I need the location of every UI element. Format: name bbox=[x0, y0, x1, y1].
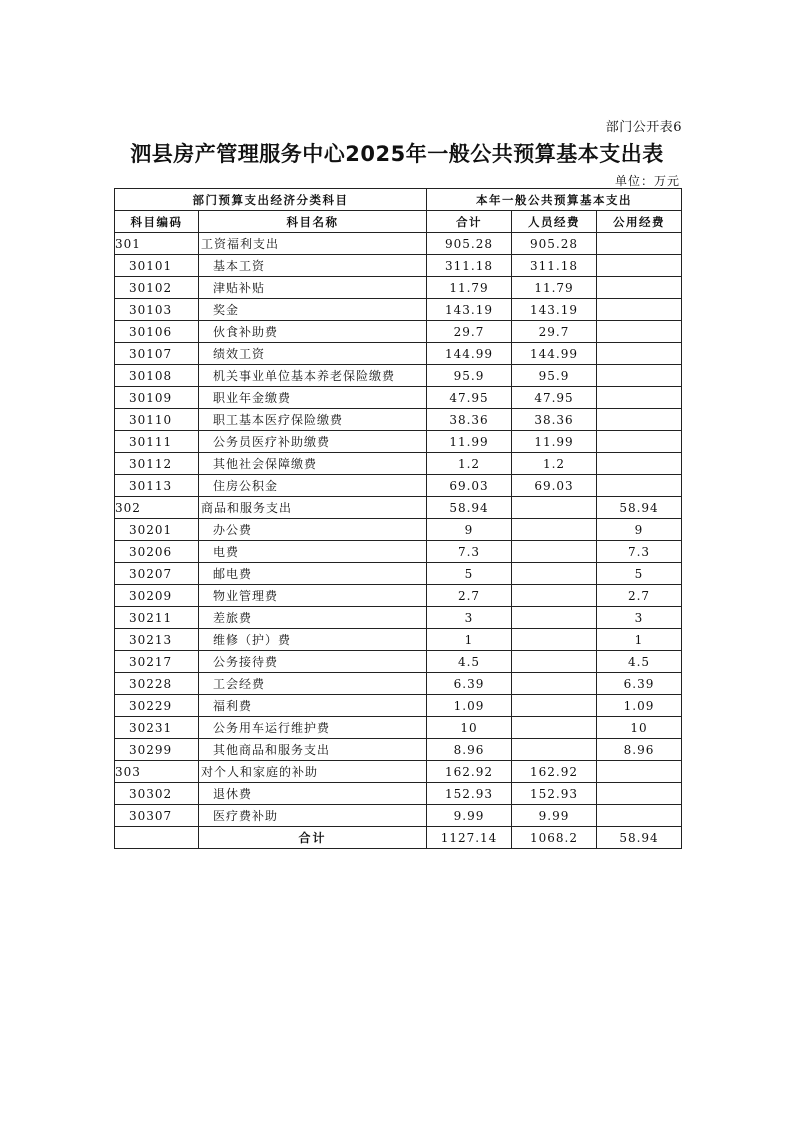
row-total: 11.79 bbox=[427, 277, 512, 299]
row-personnel: 38.36 bbox=[512, 409, 597, 431]
row-personnel bbox=[512, 519, 597, 541]
table-body bbox=[115, 233, 682, 827]
row-personnel: 9.99 bbox=[512, 805, 597, 827]
row-total: 47.95 bbox=[427, 387, 512, 409]
row-code: 30307 bbox=[115, 805, 199, 827]
table-row bbox=[115, 805, 682, 827]
row-public: 5 bbox=[597, 563, 682, 585]
total-code-cell bbox=[115, 827, 199, 849]
row-personnel bbox=[512, 629, 597, 651]
row-total: 143.19 bbox=[427, 299, 512, 321]
row-total: 29.7 bbox=[427, 321, 512, 343]
row-public bbox=[597, 343, 682, 365]
row-total: 5 bbox=[427, 563, 512, 585]
row-total: 9.99 bbox=[427, 805, 512, 827]
table-row bbox=[115, 695, 682, 717]
row-name: 公务接待费 bbox=[199, 651, 427, 673]
row-code: 30201 bbox=[115, 519, 199, 541]
row-total: 4.5 bbox=[427, 651, 512, 673]
row-code: 30107 bbox=[115, 343, 199, 365]
row-public bbox=[597, 299, 682, 321]
row-code: 30102 bbox=[115, 277, 199, 299]
table-row bbox=[115, 475, 682, 497]
row-name: 职工基本医疗保险缴费 bbox=[199, 409, 427, 431]
row-total: 7.3 bbox=[427, 541, 512, 563]
row-code: 30112 bbox=[115, 453, 199, 475]
row-personnel bbox=[512, 673, 597, 695]
row-total: 9 bbox=[427, 519, 512, 541]
row-name: 基本工资 bbox=[199, 255, 427, 277]
header-economic-classification: 部门预算支出经济分类科目 bbox=[115, 189, 427, 211]
row-total: 11.99 bbox=[427, 431, 512, 453]
row-public bbox=[597, 321, 682, 343]
row-public bbox=[597, 805, 682, 827]
row-code: 30110 bbox=[115, 409, 199, 431]
row-name: 其他社会保障缴费 bbox=[199, 453, 427, 475]
row-personnel: 1.2 bbox=[512, 453, 597, 475]
row-name: 商品和服务支出 bbox=[199, 497, 427, 519]
row-total: 95.9 bbox=[427, 365, 512, 387]
total-public: 58.94 bbox=[597, 827, 682, 849]
unit-label: 单位：万元 bbox=[614, 174, 680, 188]
table-row bbox=[115, 409, 682, 431]
header-total: 合计 bbox=[427, 211, 512, 233]
table-row bbox=[115, 563, 682, 585]
row-name: 电费 bbox=[199, 541, 427, 563]
table-row bbox=[115, 541, 682, 563]
row-personnel bbox=[512, 607, 597, 629]
row-public: 8.96 bbox=[597, 739, 682, 761]
page-title: 泗县房产管理服务中心2025年一般公共预算基本支出表 bbox=[130, 142, 664, 166]
table-row bbox=[115, 497, 682, 519]
row-name: 伙食补助费 bbox=[199, 321, 427, 343]
row-code: 30109 bbox=[115, 387, 199, 409]
row-public bbox=[597, 475, 682, 497]
row-code: 30299 bbox=[115, 739, 199, 761]
table-row bbox=[115, 343, 682, 365]
row-public bbox=[597, 387, 682, 409]
row-personnel: 11.99 bbox=[512, 431, 597, 453]
row-public bbox=[597, 431, 682, 453]
table-row bbox=[115, 387, 682, 409]
row-personnel bbox=[512, 585, 597, 607]
row-public: 7.3 bbox=[597, 541, 682, 563]
row-code: 30302 bbox=[115, 783, 199, 805]
row-personnel: 29.7 bbox=[512, 321, 597, 343]
row-public bbox=[597, 255, 682, 277]
row-code: 30113 bbox=[115, 475, 199, 497]
table-row bbox=[115, 365, 682, 387]
row-name: 差旅费 bbox=[199, 607, 427, 629]
grand-total-row bbox=[115, 827, 682, 849]
row-total: 311.18 bbox=[427, 255, 512, 277]
row-public: 9 bbox=[597, 519, 682, 541]
row-total: 1.2 bbox=[427, 453, 512, 475]
row-total: 3 bbox=[427, 607, 512, 629]
row-public: 4.5 bbox=[597, 651, 682, 673]
row-public bbox=[597, 409, 682, 431]
row-total: 6.39 bbox=[427, 673, 512, 695]
table-row bbox=[115, 277, 682, 299]
row-total: 905.28 bbox=[427, 233, 512, 255]
total-label: 合计 bbox=[199, 827, 427, 849]
row-personnel bbox=[512, 739, 597, 761]
row-public bbox=[597, 453, 682, 475]
row-personnel: 69.03 bbox=[512, 475, 597, 497]
header-basic-expenditure: 本年一般公共预算基本支出 bbox=[427, 189, 682, 211]
row-name: 福利费 bbox=[199, 695, 427, 717]
row-name: 机关事业单位基本养老保险缴费 bbox=[199, 365, 427, 387]
row-code: 301 bbox=[115, 233, 199, 255]
row-name: 物业管理费 bbox=[199, 585, 427, 607]
row-public: 1.09 bbox=[597, 695, 682, 717]
row-personnel: 311.18 bbox=[512, 255, 597, 277]
row-code: 30229 bbox=[115, 695, 199, 717]
table-row bbox=[115, 717, 682, 739]
row-public: 3 bbox=[597, 607, 682, 629]
row-name: 维修（护）费 bbox=[199, 629, 427, 651]
row-public: 58.94 bbox=[597, 497, 682, 519]
row-personnel bbox=[512, 651, 597, 673]
row-total: 69.03 bbox=[427, 475, 512, 497]
row-total: 10 bbox=[427, 717, 512, 739]
row-personnel bbox=[512, 541, 597, 563]
row-total: 144.99 bbox=[427, 343, 512, 365]
total-total: 1127.14 bbox=[427, 827, 512, 849]
row-total: 162.92 bbox=[427, 761, 512, 783]
row-personnel: 144.99 bbox=[512, 343, 597, 365]
header-personnel: 人员经费 bbox=[512, 211, 597, 233]
row-name: 津贴补贴 bbox=[199, 277, 427, 299]
row-personnel bbox=[512, 497, 597, 519]
row-code: 30211 bbox=[115, 607, 199, 629]
row-public bbox=[597, 365, 682, 387]
row-public bbox=[597, 277, 682, 299]
row-public: 6.39 bbox=[597, 673, 682, 695]
row-public bbox=[597, 783, 682, 805]
row-personnel: 11.79 bbox=[512, 277, 597, 299]
table-row bbox=[115, 299, 682, 321]
row-total: 1.09 bbox=[427, 695, 512, 717]
row-code: 302 bbox=[115, 497, 199, 519]
table-row bbox=[115, 739, 682, 761]
row-name: 对个人和家庭的补助 bbox=[199, 761, 427, 783]
table-row bbox=[115, 783, 682, 805]
table-row bbox=[115, 607, 682, 629]
table-row bbox=[115, 761, 682, 783]
table-row bbox=[115, 453, 682, 475]
table-row bbox=[115, 431, 682, 453]
total-personnel: 1068.2 bbox=[512, 827, 597, 849]
budget-table bbox=[114, 188, 682, 849]
table-row bbox=[115, 233, 682, 255]
row-total: 8.96 bbox=[427, 739, 512, 761]
row-public: 2.7 bbox=[597, 585, 682, 607]
row-personnel: 152.93 bbox=[512, 783, 597, 805]
row-public: 1 bbox=[597, 629, 682, 651]
row-name: 其他商品和服务支出 bbox=[199, 739, 427, 761]
row-personnel bbox=[512, 717, 597, 739]
row-name: 住房公积金 bbox=[199, 475, 427, 497]
row-code: 30213 bbox=[115, 629, 199, 651]
table-row bbox=[115, 585, 682, 607]
row-code: 303 bbox=[115, 761, 199, 783]
row-name: 公务用车运行维护费 bbox=[199, 717, 427, 739]
table-row bbox=[115, 519, 682, 541]
row-name: 办公费 bbox=[199, 519, 427, 541]
row-name: 职业年金缴费 bbox=[199, 387, 427, 409]
table-number: 部门公开表6 bbox=[605, 120, 682, 135]
row-name: 工资福利支出 bbox=[199, 233, 427, 255]
row-code: 30106 bbox=[115, 321, 199, 343]
row-personnel: 905.28 bbox=[512, 233, 597, 255]
row-name: 公务员医疗补助缴费 bbox=[199, 431, 427, 453]
row-public bbox=[597, 233, 682, 255]
header-name: 科目名称 bbox=[199, 211, 427, 233]
table-row bbox=[115, 629, 682, 651]
row-name: 工会经费 bbox=[199, 673, 427, 695]
row-code: 30103 bbox=[115, 299, 199, 321]
header-code: 科目编码 bbox=[115, 211, 199, 233]
row-personnel bbox=[512, 695, 597, 717]
row-name: 医疗费补助 bbox=[199, 805, 427, 827]
row-total: 58.94 bbox=[427, 497, 512, 519]
row-name: 退休费 bbox=[199, 783, 427, 805]
row-public: 10 bbox=[597, 717, 682, 739]
row-personnel: 47.95 bbox=[512, 387, 597, 409]
header-public: 公用经费 bbox=[597, 211, 682, 233]
row-personnel bbox=[512, 563, 597, 585]
header-row-columns bbox=[115, 211, 682, 233]
table-row bbox=[115, 255, 682, 277]
table-row bbox=[115, 673, 682, 695]
row-total: 2.7 bbox=[427, 585, 512, 607]
row-name: 绩效工资 bbox=[199, 343, 427, 365]
row-code: 30228 bbox=[115, 673, 199, 695]
row-code: 30209 bbox=[115, 585, 199, 607]
row-total: 152.93 bbox=[427, 783, 512, 805]
row-code: 30206 bbox=[115, 541, 199, 563]
header-row-group bbox=[115, 189, 682, 211]
row-personnel: 162.92 bbox=[512, 761, 597, 783]
row-code: 30217 bbox=[115, 651, 199, 673]
row-code: 30231 bbox=[115, 717, 199, 739]
row-code: 30207 bbox=[115, 563, 199, 585]
row-code: 30108 bbox=[115, 365, 199, 387]
row-name: 邮电费 bbox=[199, 563, 427, 585]
row-code: 30101 bbox=[115, 255, 199, 277]
row-public bbox=[597, 761, 682, 783]
row-code: 30111 bbox=[115, 431, 199, 453]
table-row bbox=[115, 651, 682, 673]
row-name: 奖金 bbox=[199, 299, 427, 321]
row-total: 1 bbox=[427, 629, 512, 651]
row-total: 38.36 bbox=[427, 409, 512, 431]
row-personnel: 143.19 bbox=[512, 299, 597, 321]
table-row bbox=[115, 321, 682, 343]
row-personnel: 95.9 bbox=[512, 365, 597, 387]
